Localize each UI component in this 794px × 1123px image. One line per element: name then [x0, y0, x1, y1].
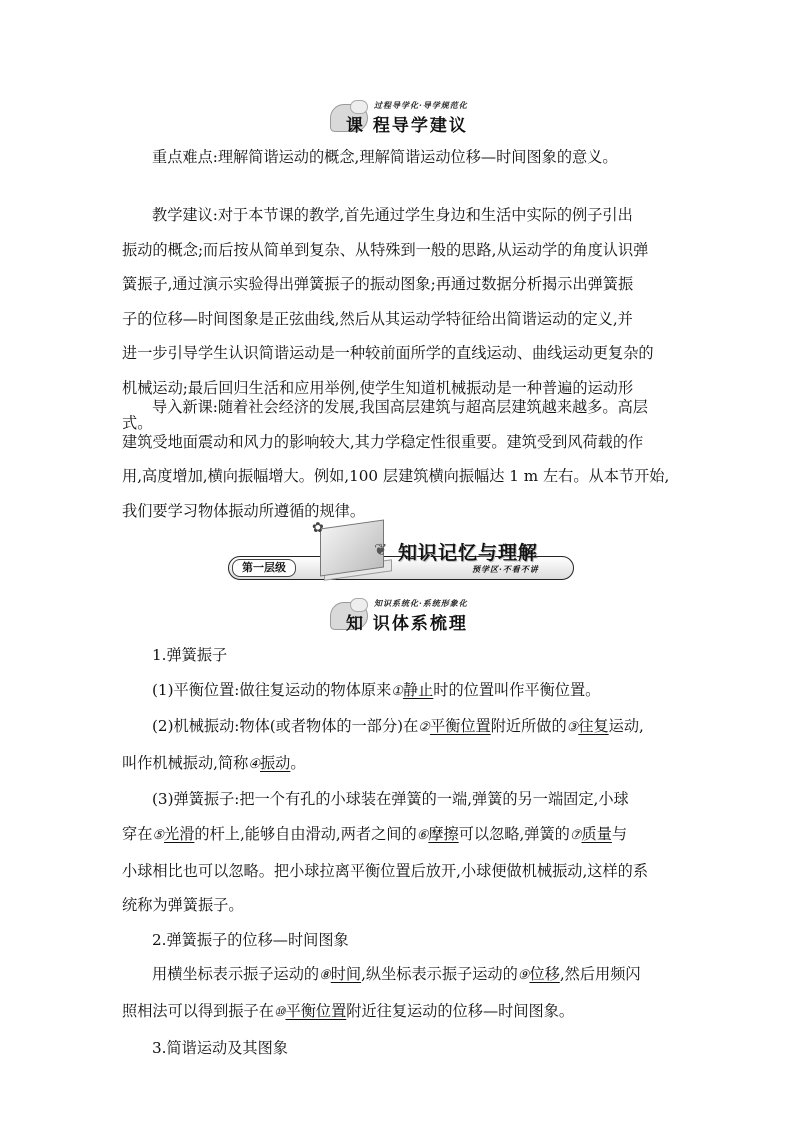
level-label: 第一层级 — [232, 559, 296, 577]
butterfly-icon: ✿ — [312, 520, 324, 536]
teaching-line: 振动的概念;而后按从简单到复杂、从特殊到一般的思路,从运动学的角度认识弹 — [122, 240, 649, 259]
new-lesson-line: 用,高度增加,横向振幅增大。例如,100 层建筑横向振幅达 1 m 左右。从本节开始, — [122, 467, 670, 486]
level-title: 知识记忆与理解 — [398, 542, 539, 564]
level-subtitle: 预学区·不看不讲 — [472, 564, 539, 574]
section-heading: 3.简谐运动及其图象 — [152, 1038, 288, 1057]
guidance-header-subtitle: 过程导学化·导学规范化 — [374, 100, 468, 110]
section-heading: 2.弹簧振子的位移—时间图象 — [152, 930, 349, 949]
plant-icon: ❦ — [374, 540, 388, 559]
level-banner — [228, 520, 572, 584]
knowledge-header-subtitle: 知识系统化·系统形象化 — [374, 598, 468, 608]
knowledge-line: 叫作机械振动,简称④振动。 — [122, 753, 306, 772]
knowledge-line: 用横坐标表示振子运动的⑧时间,纵坐标表示振子运动的⑨位移,然后用频闪 — [152, 965, 641, 984]
blank-marker: ⑦ — [569, 827, 582, 843]
fill-answer: 摩擦 — [428, 824, 459, 843]
teaching-line: 簧振子,通过演示实验得出弹簧振子的振动图象;再通过数据分析揭示出弹簧振 — [122, 275, 634, 294]
teaching-line: 机械运动;最后回归生活和应用举例,使学生知道机械振动是一种普遍的运动形 — [122, 378, 634, 397]
blank-marker: ⑨ — [517, 968, 530, 984]
knowledge-line: 小球相比也可以忽略。把小球拉离平衡位置后放开,小球便做机械振动,这样的系 — [122, 861, 649, 880]
fill-answer: 光滑 — [164, 824, 195, 843]
teaching-line: 进一步引导学生认识简谐运动是一种较前面所学的直线运动、曲线运动更复杂的 — [122, 344, 654, 363]
guidance-header — [330, 100, 470, 134]
teaching-line: 式。 — [122, 413, 153, 432]
blank-marker: ① — [391, 683, 403, 699]
blank-marker: ⑤ — [152, 827, 165, 843]
fill-answer: 位移 — [529, 965, 560, 984]
knowledge-line: 照相法可以得到振子在⑩平衡位置附近往复运动的位移—时间图象。 — [122, 1001, 575, 1020]
fill-answer: 振动 — [259, 753, 291, 772]
knowledge-line: 穿在⑤光滑的杆上,能够自由滑动,两者之间的⑥摩擦可以忽略,弹簧的⑦质量与 — [122, 824, 628, 843]
knowledge-line: 统称为弹簧振子。 — [122, 896, 244, 915]
blank-marker: ② — [418, 720, 430, 736]
knowledge-line: (2)机械振动:物体(或者物体的一部分)在②平衡位置附近所做的③往复运动, — [152, 717, 644, 736]
new-lesson-paragraph — [122, 390, 682, 528]
fill-answer: 平衡位置 — [285, 1001, 347, 1020]
new-lesson-line: 导入新课:随着社会经济的发展,我国高层建筑与超高层建筑越来越多。高层 — [152, 398, 648, 416]
teaching-line: 子的位移—时间图象是正弦曲线,然后从其运动学特征给出简谐运动的定义,并 — [122, 309, 633, 328]
key-points-paragraph — [122, 140, 682, 175]
blank-marker: ④ — [248, 756, 260, 772]
knowledge-line: (1)平衡位置:做往复运动的物体原来①静止时的位置叫作平衡位置。 — [152, 680, 601, 699]
fill-answer: 质量 — [581, 824, 612, 843]
teaching-line: 教学建议:对于本节课的教学,首先通过学生身边和生活中实际的例子引出 — [152, 206, 633, 224]
knowledge-header — [330, 598, 470, 632]
fill-answer: 时间 — [330, 965, 362, 984]
blank-marker: ⑧ — [319, 968, 331, 984]
key-points-line: 重点难点:理解简谐运动的概念,理解简谐运动位移—时间图象的意义。 — [152, 148, 618, 166]
fill-answer: 静止 — [402, 680, 434, 699]
fill-answer: 平衡位置 — [429, 717, 491, 736]
new-lesson-line: 建筑受地面震动和风力的影响较大,其力学稳定性很重要。建筑受到风荷载的作 — [122, 432, 644, 451]
blank-marker: ⑩ — [273, 1004, 286, 1020]
new-lesson-line: 我们要学习物体振动所遵循的规律。 — [122, 501, 365, 520]
knowledge-line: (3)弹簧振子:把一个有孔的小球装在弹簧的一端,弹簧的另一端固定,小球 — [152, 790, 629, 809]
blank-marker: ③ — [566, 720, 579, 736]
fill-answer: 往复 — [578, 717, 609, 736]
guidance-header-title: 课 程导学建议 — [346, 116, 468, 136]
knowledge-section — [122, 638, 682, 1065]
section-heading: 1.弹簧振子 — [152, 646, 228, 664]
blank-marker: ⑥ — [416, 827, 429, 843]
knowledge-header-title: 知 识体系梳理 — [346, 614, 468, 634]
